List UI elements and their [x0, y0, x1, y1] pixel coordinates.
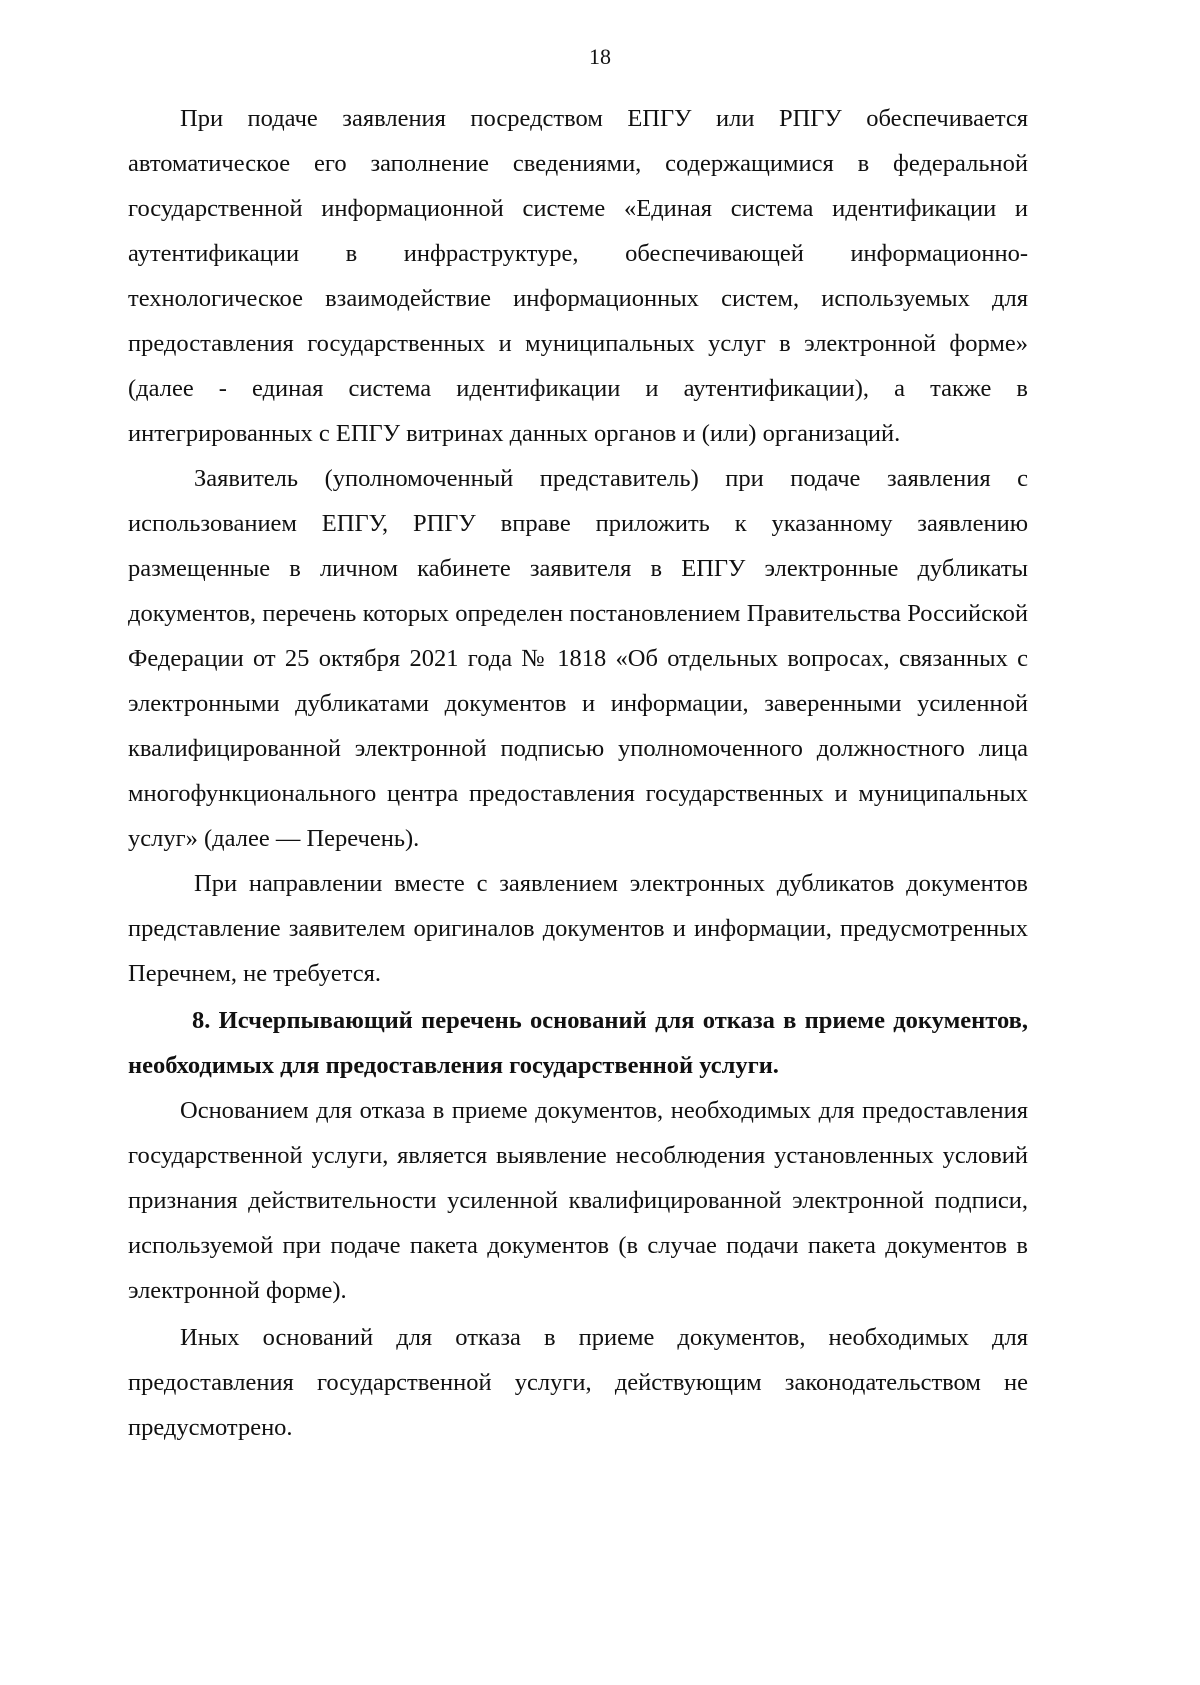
paragraph-epgu-autofill: При подаче заявления посредством ЕПГУ или РПГУ обеспечивается автоматическое его заполнение сведениями, содержащимися в федеральной государственной информационной системе «Единая система идентификации и аутентификации в инфраструктуре, обеспечивающей информационно-технологическое взаимодействие информационных систем, используемых для предоставления государственных и муниципальных услуг в электронной форме» (далее - единая система идентификации и аутентификации), а также в интегрированных с ЕПГУ витринах данных органов и (или) организаций.: [128, 105, 1028, 447]
paragraph-refusal-grounds: Основанием для отказа в приеме документов, необходимых для предоставления государственной услуги, является выявление несоблюдения установленных условий признания действительности усиленной квалифицированной электронной подписи, используемой при подаче пакета документов (в случае подачи пакета документов в электронной форме).: [128, 1097, 1028, 1304]
paragraph-no-other-grounds: Иных оснований для отказа в приеме документов, необходимых для предоставления государственной услуги, действующим законодательством не предусмотрено.: [128, 1324, 1028, 1441]
paragraph-originals-not-required: При направлении вместе с заявлением электронных дубликатов документов представление заявителем оригиналов документов и информации, предусмотренных Перечнем, не требуется.: [128, 870, 1028, 987]
page-number: 18: [589, 44, 611, 69]
paragraph-electronic-duplicates: Заявитель (уполномоченный представитель) при подаче заявления с использованием ЕПГУ, РПГУ вправе приложить к указанному заявлению размещенные в личном кабинете заявителя в ЕПГУ электронные дубликаты документов, перечень которых определен постановлением Правительства Российской Федерации от 25 октября 2021 года № 1818 «Об отдельных вопросах, связанных с электронными дубликатами документов и информации, заверенными усиленной квалифицированной электронной подписью уполномоченного должностного лица многофункционального центра предоставления государственных и муниципальных услуг» (далее — Перечень).: [128, 465, 1028, 852]
section-heading: 8. Исчерпывающий перечень оснований для отказа в приеме документов, необходимых для предоставления государственной услуги.: [128, 1007, 1028, 1079]
document-body: [128, 96, 1028, 1450]
